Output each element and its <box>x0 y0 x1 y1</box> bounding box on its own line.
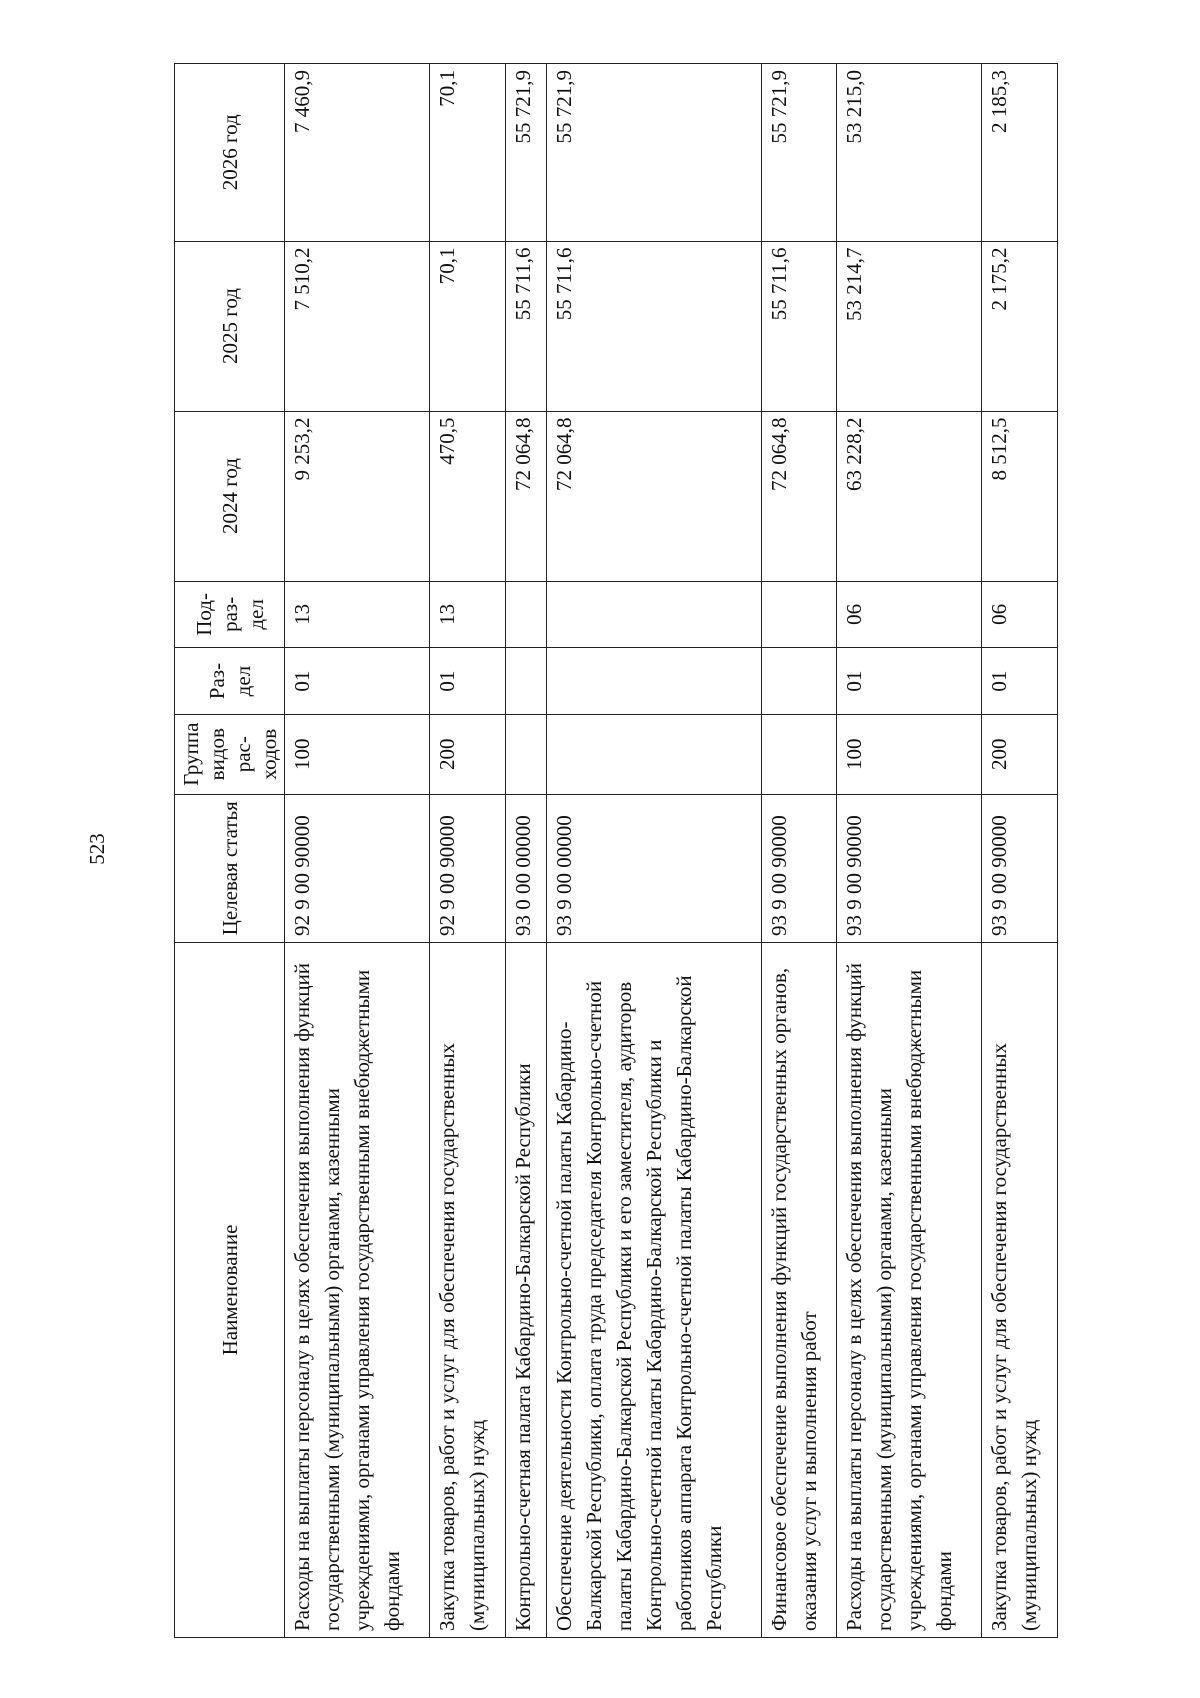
table-row <box>546 64 761 1638</box>
cell-2024: 72 064,8 <box>761 411 837 581</box>
cell-2026: 53 215,0 <box>837 64 982 242</box>
cell-2026: 7 460,9 <box>285 64 430 242</box>
cell-target-item: 93 9 00 90000 <box>982 794 1058 942</box>
cell-2026: 55 721,9 <box>546 64 761 242</box>
cell-2026: 70,1 <box>430 64 506 242</box>
header-year-2026: 2026 год <box>175 64 285 242</box>
cell-2026: 55 721,9 <box>505 64 546 242</box>
table-row <box>505 64 546 1638</box>
cell-section <box>546 648 761 715</box>
table-row <box>285 64 430 1638</box>
cell-subsection <box>761 581 837 648</box>
cell-expense-group: 100 <box>837 714 982 794</box>
cell-2024: 63 228,2 <box>837 411 982 581</box>
cell-expense-group <box>546 714 761 794</box>
cell-2025: 70,1 <box>430 241 506 411</box>
cell-2025: 55 711,6 <box>546 241 761 411</box>
cell-name: Финансовое обеспечение выполнения функций государственных органов, оказания услуг и выполнения работ <box>761 943 837 1638</box>
cell-name: Контрольно-счетная палата Кабардино-Балкарской Республики <box>505 943 546 1638</box>
header-name: Наименование <box>175 943 285 1638</box>
cell-section <box>761 648 837 715</box>
cell-2024: 72 064,8 <box>505 411 546 581</box>
cell-target-item: 93 9 00 90000 <box>837 794 982 942</box>
cell-expense-group <box>505 714 546 794</box>
header-expense-group: Группа видов рас-ходов <box>175 714 285 794</box>
cell-2024: 9 253,2 <box>285 411 430 581</box>
table-header-row <box>175 64 285 1638</box>
cell-2026: 55 721,9 <box>761 64 837 242</box>
cell-target-item: 92 9 00 90000 <box>285 794 430 942</box>
cell-subsection <box>546 581 761 648</box>
header-section: Раз-дел <box>175 648 285 715</box>
cell-target-item: 93 9 00 00000 <box>546 794 761 942</box>
cell-2025: 53 214,7 <box>837 241 982 411</box>
cell-2026: 2 185,3 <box>982 64 1058 242</box>
table-row <box>430 64 506 1638</box>
budget-table-frame <box>174 63 1058 1638</box>
header-year-2025: 2025 год <box>175 241 285 411</box>
cell-target-item: 93 0 00 00000 <box>505 794 546 942</box>
header-target-item: Целевая статья <box>175 794 285 942</box>
cell-expense-group: 200 <box>982 714 1058 794</box>
cell-name: Закупка товаров, работ и услуг для обеспечения государственных (муниципальных) нужд <box>982 943 1058 1638</box>
cell-2024: 8 512,5 <box>982 411 1058 581</box>
table-row <box>837 64 982 1638</box>
budget-table <box>174 63 1058 1638</box>
cell-2024: 72 064,8 <box>546 411 761 581</box>
cell-subsection: 13 <box>430 581 506 648</box>
cell-subsection <box>505 581 546 648</box>
cell-2024: 470,5 <box>430 411 506 581</box>
cell-section <box>505 648 546 715</box>
cell-subsection: 06 <box>837 581 982 648</box>
table-row <box>761 64 837 1638</box>
cell-name: Обеспечение деятельности Контрольно-счетной палаты Кабардино-Балкарской Республики, оплата труда председателя Контрольно-счетной палаты Кабардино-Балкарской Республики и его заместителя, аудиторов Контрольно-счетной палаты Кабардино-Балкарской Республики и работников аппарата Контрольно-счетной палаты Кабардино-Балкарской Республики <box>546 943 761 1638</box>
cell-expense-group <box>761 714 837 794</box>
cell-name: Расходы на выплаты персоналу в целях обеспечения выполнения функций государственными (муниципальными) органами, казенными учреждениями, органами управления государственными внебюджетными фондами <box>285 943 430 1638</box>
cell-subsection: 13 <box>285 581 430 648</box>
cell-target-item: 92 9 00 90000 <box>430 794 506 942</box>
cell-target-item: 93 9 00 90000 <box>761 794 837 942</box>
cell-expense-group: 100 <box>285 714 430 794</box>
header-subsection: Под-раз-дел <box>175 581 285 648</box>
cell-2025: 2 175,2 <box>982 241 1058 411</box>
header-year-2024: 2024 год <box>175 411 285 581</box>
cell-section: 01 <box>837 648 982 715</box>
cell-2025: 7 510,2 <box>285 241 430 411</box>
cell-2025: 55 711,6 <box>761 241 837 411</box>
cell-name: Закупка товаров, работ и услуг для обеспечения государственных (муниципальных) нужд <box>430 943 506 1638</box>
page-number: 523 <box>85 833 109 865</box>
table-row <box>982 64 1058 1638</box>
cell-section: 01 <box>430 648 506 715</box>
cell-subsection: 06 <box>982 581 1058 648</box>
cell-name: Расходы на выплаты персоналу в целях обеспечения выполнения функций государственными (муниципальными) органами, казенными учреждениями, органами управления государственными внебюджетными фондами <box>837 943 982 1638</box>
cell-2025: 55 711,6 <box>505 241 546 411</box>
cell-expense-group: 200 <box>430 714 506 794</box>
cell-section: 01 <box>285 648 430 715</box>
cell-section: 01 <box>982 648 1058 715</box>
